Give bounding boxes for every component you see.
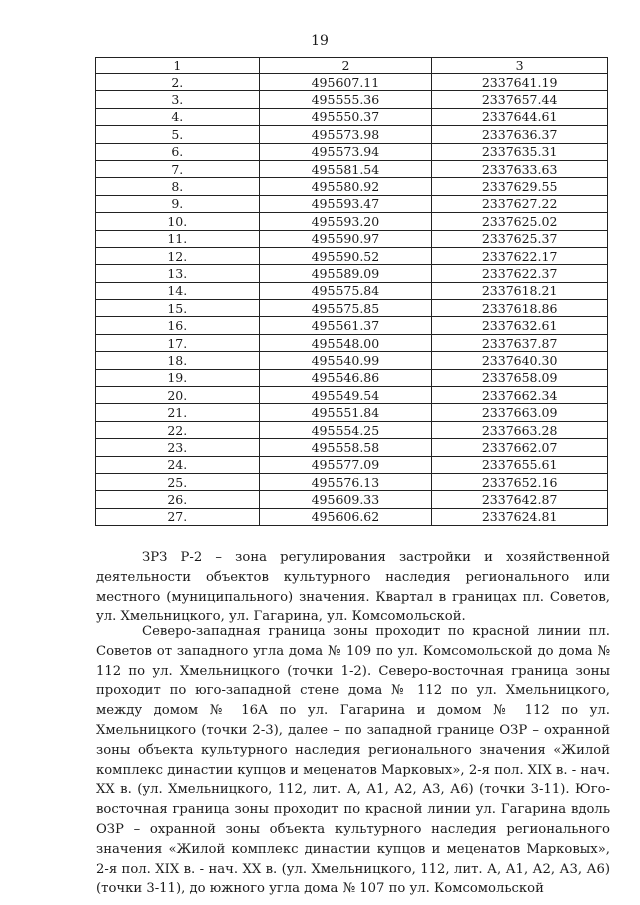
cell-x-coordinate: 495573.94 <box>259 143 432 160</box>
cell-x-coordinate: 495580.92 <box>259 178 432 195</box>
cell-x-coordinate: 495548.00 <box>259 334 432 351</box>
cell-point-number: 24. <box>96 456 260 473</box>
cell-point-number: 9. <box>96 195 260 212</box>
cell-y-coordinate: 2337663.09 <box>432 404 608 421</box>
cell-y-coordinate: 2337640.30 <box>432 352 608 369</box>
cell-y-coordinate: 2337633.63 <box>432 160 608 177</box>
table-row <box>96 91 608 108</box>
cell-x-coordinate: 495554.25 <box>259 421 432 438</box>
cell-point-number: 13. <box>96 265 260 282</box>
cell-x-coordinate: 495607.11 <box>259 74 432 91</box>
header-y: 3 <box>432 58 608 74</box>
cell-point-number: 26. <box>96 491 260 508</box>
cell-point-number: 20. <box>96 387 260 404</box>
cell-y-coordinate: 2337635.31 <box>432 143 608 160</box>
table-row <box>96 126 608 143</box>
cell-y-coordinate: 2337622.17 <box>432 247 608 264</box>
cell-y-coordinate: 2337642.87 <box>432 491 608 508</box>
cell-point-number: 21. <box>96 404 260 421</box>
table-row <box>96 421 608 438</box>
cell-point-number: 12. <box>96 247 260 264</box>
cell-x-coordinate: 495575.84 <box>259 282 432 299</box>
cell-point-number: 7. <box>96 160 260 177</box>
table-row <box>96 491 608 508</box>
cell-x-coordinate: 495546.86 <box>259 369 432 386</box>
cell-y-coordinate: 2337627.22 <box>432 195 608 212</box>
cell-x-coordinate: 495551.84 <box>259 404 432 421</box>
cell-y-coordinate: 2337662.34 <box>432 387 608 404</box>
cell-x-coordinate: 495593.47 <box>259 195 432 212</box>
cell-y-coordinate: 2337618.86 <box>432 300 608 317</box>
table-row <box>96 300 608 317</box>
cell-y-coordinate: 2337636.37 <box>432 126 608 143</box>
cell-x-coordinate: 495573.98 <box>259 126 432 143</box>
cell-point-number: 15. <box>96 300 260 317</box>
cell-x-coordinate: 495549.54 <box>259 387 432 404</box>
cell-point-number: 23. <box>96 439 260 456</box>
table-row <box>96 74 608 91</box>
cell-point-number: 8. <box>96 178 260 195</box>
table-row <box>96 108 608 125</box>
table-row <box>96 282 608 299</box>
table-row <box>96 317 608 334</box>
cell-y-coordinate: 2337663.28 <box>432 421 608 438</box>
table-row <box>96 230 608 247</box>
page-number: 19 <box>311 33 329 49</box>
cell-point-number: 2. <box>96 74 260 91</box>
cell-x-coordinate: 495561.37 <box>259 317 432 334</box>
cell-x-coordinate: 495609.33 <box>259 491 432 508</box>
cell-y-coordinate: 2337655.61 <box>432 456 608 473</box>
cell-y-coordinate: 2337629.55 <box>432 178 608 195</box>
coordinates-table <box>95 57 608 526</box>
cell-point-number: 5. <box>96 126 260 143</box>
cell-x-coordinate: 495581.54 <box>259 160 432 177</box>
cell-point-number: 6. <box>96 143 260 160</box>
table-header-row <box>96 58 608 74</box>
cell-x-coordinate: 495590.97 <box>259 230 432 247</box>
cell-point-number: 27. <box>96 508 260 525</box>
cell-y-coordinate: 2337652.16 <box>432 473 608 490</box>
header-point: 1 <box>96 58 260 74</box>
cell-x-coordinate: 495590.52 <box>259 247 432 264</box>
cell-y-coordinate: 2337658.09 <box>432 369 608 386</box>
table-row <box>96 404 608 421</box>
cell-point-number: 19. <box>96 369 260 386</box>
cell-x-coordinate: 495575.85 <box>259 300 432 317</box>
table-row <box>96 508 608 525</box>
cell-y-coordinate: 2337625.37 <box>432 230 608 247</box>
cell-y-coordinate: 2337637.87 <box>432 334 608 351</box>
table-row <box>96 334 608 351</box>
header-x: 2 <box>259 58 432 74</box>
table-row <box>96 247 608 264</box>
cell-x-coordinate: 495550.37 <box>259 108 432 125</box>
cell-point-number: 11. <box>96 230 260 247</box>
cell-x-coordinate: 495593.20 <box>259 213 432 230</box>
cell-point-number: 4. <box>96 108 260 125</box>
cell-point-number: 14. <box>96 282 260 299</box>
cell-point-number: 3. <box>96 91 260 108</box>
cell-point-number: 25. <box>96 473 260 490</box>
table-row <box>96 473 608 490</box>
table-row <box>96 456 608 473</box>
table-row <box>96 265 608 282</box>
boundary-description <box>96 622 610 899</box>
cell-point-number: 16. <box>96 317 260 334</box>
table-body <box>96 74 608 526</box>
cell-x-coordinate: 495555.36 <box>259 91 432 108</box>
cell-x-coordinate: 495589.09 <box>259 265 432 282</box>
paragraph-boundary: Северо-западная граница зоны проходит по красной линии пл. Советов от западного угла дома № 109 по ул. Комсомольской до дома № 112 по ул. Хмельницкого (точки 1-2). Северо-восточная граница зоны проходит по юго-западной стене дома № 112 по ул. Хмельницкого, между домом № 16А по ул. Гагарина и домом № 112 по ул. Хмельницкого (точки 2-3), далее – по западной границе ОЗР – охранной зоны объекта культурного наследия регионального значения «Жилой комплекс династии купцов и меценатов Марковых», 2-я пол. XIX в. - нач. XX в. (ул. Хмельницкого, 112, лит. А, А1, А2, А3, А6) (точки 3-11). Юго-восточная граница зоны проходит по красной линии ул. Гагарина вдоль ОЗР – охранной зоны объекта культурного наследия регионального значения «Жилой комплекс династии купцов и меценатов Марковых», 2-я пол. XIX в. - нач. XX в. (ул. Хмельницкого, 112, лит. А, А1, А2, А3, А6) (точки 3-11), до южного угла дома № 107 по ул. Комсомольской <box>96 624 610 897</box>
table-row <box>96 352 608 369</box>
table-row <box>96 439 608 456</box>
cell-x-coordinate: 495577.09 <box>259 456 432 473</box>
cell-y-coordinate: 2337622.37 <box>432 265 608 282</box>
cell-y-coordinate: 2337632.61 <box>432 317 608 334</box>
table-row <box>96 387 608 404</box>
cell-point-number: 18. <box>96 352 260 369</box>
table-row <box>96 178 608 195</box>
cell-point-number: 22. <box>96 421 260 438</box>
table-row <box>96 369 608 386</box>
paragraph-zone-title: ЗРЗ Р-2 – зона регулирования застройки и хозяйственной деятельности объектов культурного наследия регионального или местного (муниципального) значения. Квартал в границах пл. Советов, ул. Хмельницкого, ул. Гагарина, ул. Комсомольской. <box>96 550 610 625</box>
cell-y-coordinate: 2337618.21 <box>432 282 608 299</box>
table-row <box>96 160 608 177</box>
cell-x-coordinate: 495558.58 <box>259 439 432 456</box>
cell-x-coordinate: 495540.99 <box>259 352 432 369</box>
cell-x-coordinate: 495606.62 <box>259 508 432 525</box>
cell-y-coordinate: 2337625.02 <box>432 213 608 230</box>
cell-y-coordinate: 2337641.19 <box>432 74 608 91</box>
cell-y-coordinate: 2337624.81 <box>432 508 608 525</box>
zone-description <box>96 548 610 627</box>
cell-point-number: 17. <box>96 334 260 351</box>
cell-point-number: 10. <box>96 213 260 230</box>
table-row <box>96 195 608 212</box>
table-row <box>96 143 608 160</box>
table-row <box>96 213 608 230</box>
cell-y-coordinate: 2337644.61 <box>432 108 608 125</box>
cell-y-coordinate: 2337662.07 <box>432 439 608 456</box>
cell-x-coordinate: 495576.13 <box>259 473 432 490</box>
cell-y-coordinate: 2337657.44 <box>432 91 608 108</box>
